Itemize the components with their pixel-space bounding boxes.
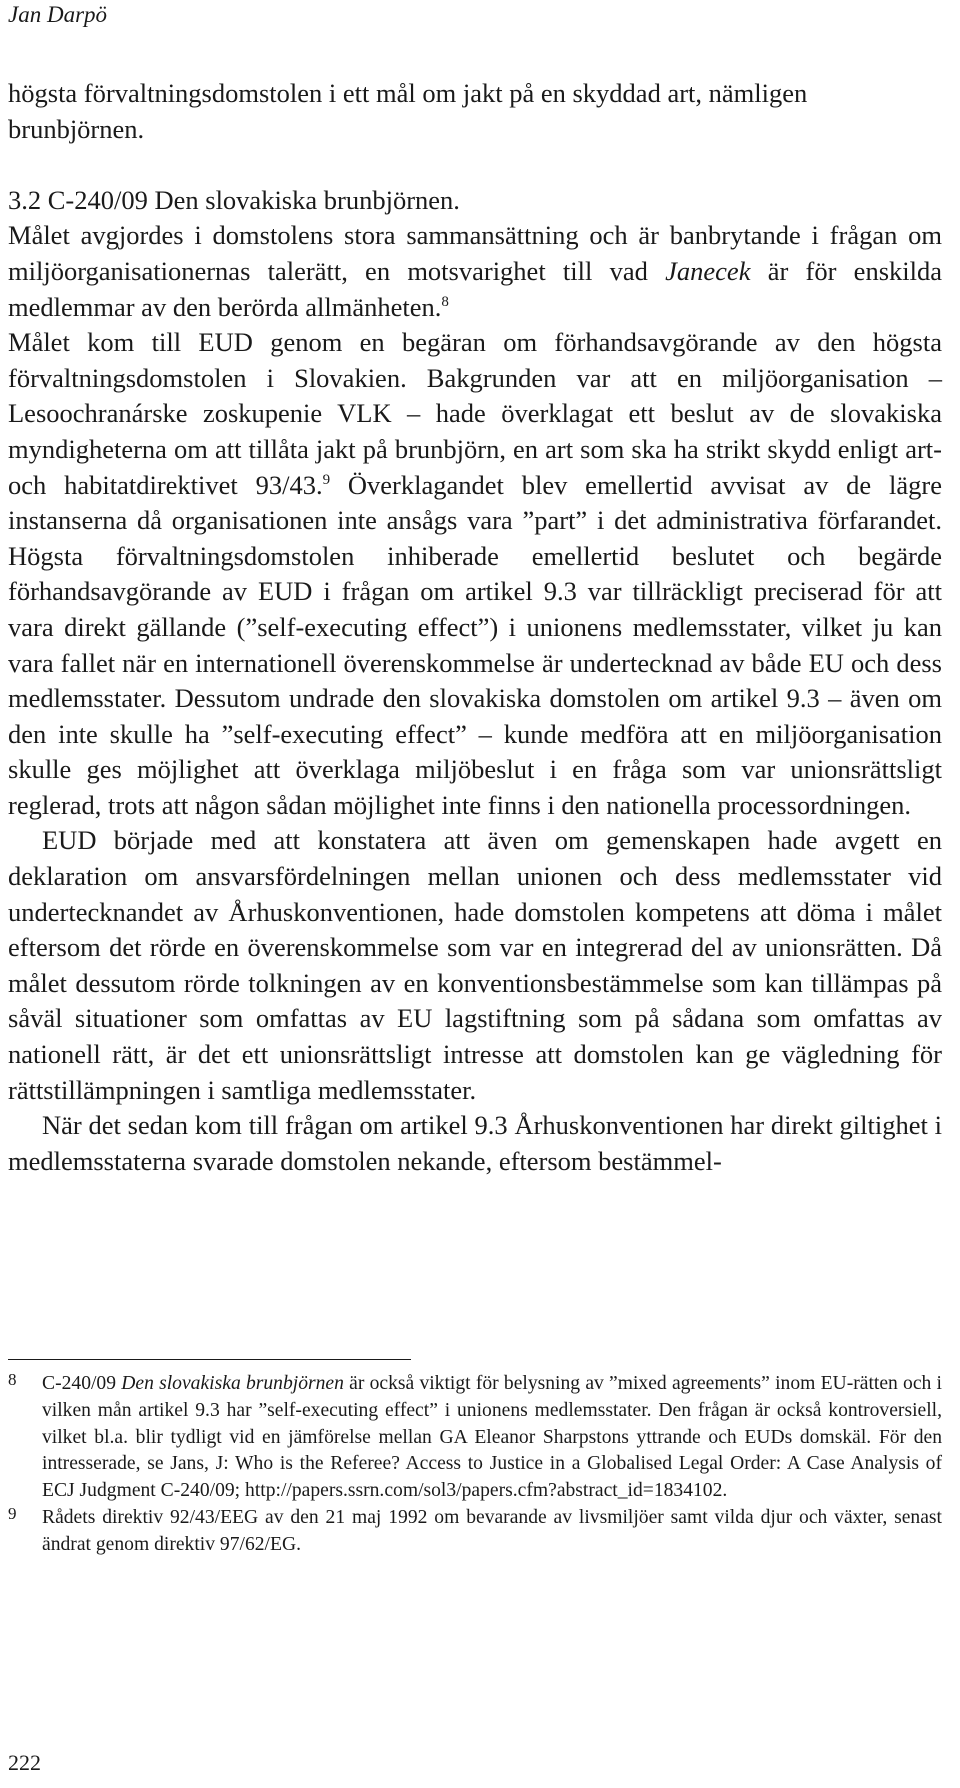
paragraph-3: EUD började med att konstatera att även om gemenskapen hade avgett en deklaration om ansvarsfördelningen mellan unionen och dess medlemsstater vid undertecknandet av Århuskonventionen, hade domstolen kompetens att döma i målet eftersom det rörde en överenskommelse som var en integrerad del av unionsrätten. Då målet dessutom rörde tolkningen av en konventionsbestämmelse som kan tillämpas på såväl situationer som omfattas av EU lagstiftning som på sådana som omfattas av nationell rätt, är det ett unionsrättsligt intresse att domstolen kan ge vägledning för rättstillämpningen i samtliga medlemsstater.	[8, 825, 942, 1105]
footnote-9	[8, 1505, 942, 1559]
footnote-9-text: Rådets direktiv 92/43/EEG av den 21 maj 1992 om bevarande av livsmiljöer samt vilda djur och växter, senast ändrat genom direktiv 97/62/EG.	[42, 1506, 942, 1555]
footnote-8-number: 8	[8, 1370, 17, 1389]
running-head-author: Jan Darpö	[8, 2, 108, 27]
paragraph-2	[8, 325, 942, 823]
paragraph-2-text-b: Överklagandet blev emellertid avvisat av de lägre instanserna då organisationen inte ansågs vara ”part” i det administrativa förfarandet. Högsta förvaltningsdomstolen inhiberade emellertid beslutet och begärde förhandsavgörande av EUD i frågan om artikel 9.3 var tillräckligt preciserad för att vara direkt gällande (”self-executing effect”) i unionens medlemsstater, vilket ju kan vara fallet när en internationell överenskommelse är undertecknad av både EU och dess medlemsstater. Dessutom undrade den slovakiska domstolen om artikel 9.3 – även om den inte skulle ha ”self-executing effect” – kunde medföra att en miljöorganisation skulle ges möjlighet att överklaga miljöbeslut i en fråga som var unionsrättsligt reglerad, trots att någon sådan möjlighet inte finns i den nationella processordningen.	[8, 469, 942, 820]
footnote-8-text: är också viktigt för belysning av ”mixed agreements” inom EU-rätten och i vilken mån artikel 9.3 har ”self-executing effect” i unionens medlemsstater. Den frågan är också kontroversiell, vilket bl.a. blir tydligt vid en jämförelse mellan GA Eleanor Sharpstons yttrande och EUDs domskäl. För den intresserade, se Jans, J: Who is the Referee? Access to Justice in a Globalised Legal Order: A Case Analysis of ECJ Judgment C-240/09; http://papers.ssrn.com/sol3/papers.cfm?abstract_id=1834102.	[42, 1373, 943, 1502]
section-heading: 3.2 C-240/09 Den slovakiska brunbjörnen.	[8, 184, 460, 215]
paragraph-2-text-a: Målet kom till EUD genom en begäran om förhandsavgörande av den högsta förvaltningsdomstolen i Slovakien. Bakgrunden var att en miljöorganisation – Lesoochranárske zoskupenie VLK – hade överklagat ett beslut av de slovakiska myndigheterna om att tillåta jakt på brunbjörn, en art som ska ha strikt skydd enligt art- och habitatdirektivet 93/43.	[8, 327, 942, 500]
paragraph-1-text-b: är för enskilda medlemmar av den berörda allmänheten.	[8, 255, 942, 322]
body-text	[8, 76, 942, 1179]
paragraph-1	[8, 218, 942, 325]
footnote-ref-8[interactable]: 8	[441, 293, 449, 310]
footnotes	[8, 1371, 942, 1559]
case-name-janecek: Janecek	[665, 255, 751, 286]
paragraph-1-text-a: Målet avgjordes i domstolens stora sammansättning och är banbrytande i frågan om miljöorganisationernas talerätt, en motsvarighet till vad	[8, 220, 942, 286]
page-number: 222	[8, 1750, 41, 1775]
paragraph-4: När det sedan kom till frågan om artikel 9.3 Århuskonventionen har direkt giltighet i medlemsstaterna svarade domstolen nekande, eftersom bestämmel-	[8, 1110, 942, 1176]
footnote-8	[8, 1371, 942, 1505]
footnote-9-number: 9	[8, 1503, 17, 1523]
footnote-8-case-name: Den slovakiska brunbjörnen	[121, 1373, 344, 1394]
footnote-ref-9[interactable]: 9	[322, 471, 331, 488]
footnote-8-lead: C-240/09	[42, 1373, 122, 1394]
intro-paragraph: högsta förvaltningsdomstolen i ett mål om jakt på en skyddad art, nämligen brunbjörnen.	[8, 78, 808, 144]
footnote-separator	[8, 1359, 411, 1360]
